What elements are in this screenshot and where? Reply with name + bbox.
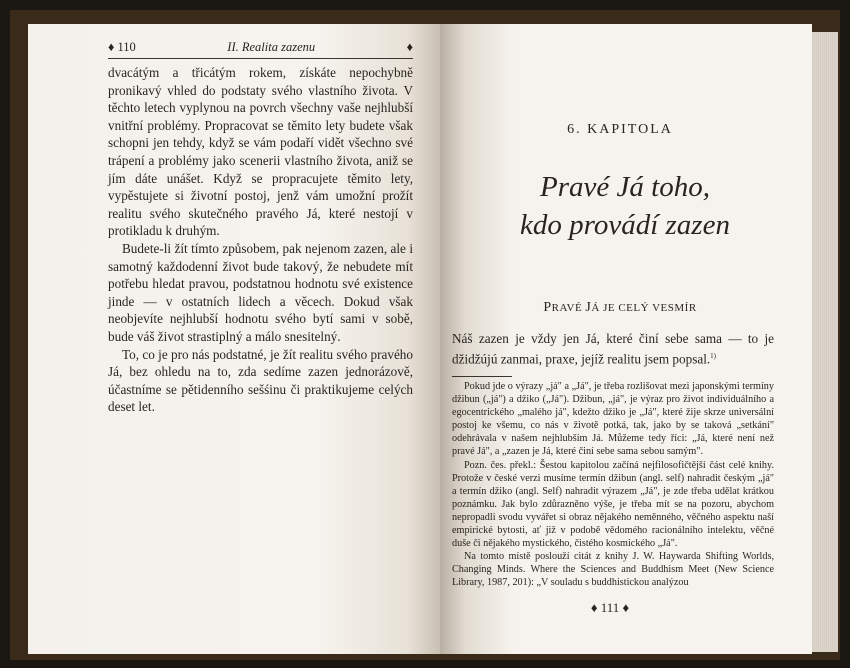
chapter-number: 6. KAPITOLA — [567, 122, 673, 137]
footnote-rule — [452, 376, 512, 377]
footnote-mark: 1) — [710, 351, 717, 360]
paragraph: To, co je pro nás podstatné, je žít realitu svého pravého Já, bez ohledu na to, zda sedíme zazen jednorázově, účastníme se pětidenního sešśinu či praktikujeme celých deset let. — [108, 346, 413, 415]
heading-cap: P — [543, 300, 552, 315]
running-head-rule — [108, 58, 413, 59]
heading-cap: J — [585, 300, 592, 315]
right-folio: ♦ 111 ♦ — [590, 600, 630, 615]
footnotes — [452, 380, 774, 590]
heading-small-caps: Á JE CELÝ VESMÍR — [591, 302, 697, 314]
running-head-mark: ♦ — [406, 40, 413, 54]
chapter-title-line: Pravé Já toho, — [540, 171, 710, 203]
left-folio: ♦ 110 — [108, 40, 136, 54]
paragraph: dvacátým a třicátým rokem, získáte nepochybně pronikavý vhled do podstaty svého vlastního života. V těchto letech vyplynou na povrch všechny vaše nejhlubší vnitřní problémy. Propracovat se těmito lety budete však schopni jen tehdy, když se vám podaří vidět všechno své trápení a problémy jako scenerii vlastního života, aniž se jím dáte unášet. Když se propracujete těmito lety, vypěstujete si životní postoj, jenž vám umožní prožít realitu svého skutečného pravého Já, které nestojí v protikladu k druhým. — [108, 65, 413, 239]
running-head-section: II. Realita zazenu — [227, 40, 316, 54]
intro-paragraph — [452, 330, 774, 368]
running-head — [108, 40, 413, 55]
section-heading — [470, 300, 770, 316]
chapter-title — [460, 168, 790, 244]
intro-text: Náš zazen je vždy jen Já, které činí sebe sama — to je džidžújú zanmai, praxe, jejíž realitu jsem popsal. — [452, 331, 774, 366]
footnote: Pozn. čes. překl.: Šestou kapitolou začíná nejfilosofičtější část celé knihy. Protože v české verzi musíme termín džibun (angl. self) nahradit českým „já" a termín džiko (angl. Self) nahradit výrazem „Já", je zde třeba udělat krátkou poznámku. Jak bylo zdůrazněno výše, je třeba mít se na pozoru, abychom nepropadli svodu vyvářet si obraz nějakého neměnného, věčného aspektu naší empirické bytosti, ať již v podobě vědomého racionálního intelektu, věčné duše či nějakého mystického, čistého kosmického „Já". — [452, 459, 774, 550]
chapter-title-line: kdo provádí zazen — [520, 209, 730, 241]
paragraph: Budete-li žít tímto způsobem, pak nejenom zazen, ale i samotný každodenní život bude takový, že nebudete mít potřebu hledat pravou, podstatnou hodnotu své existence jinde — v ostatních lidech a věcech. Dokud však neobjevíte nejhlubší hodnotu svého bytí sami v sobě, bude váš život strastiplný a málo snesitelný. — [108, 240, 413, 344]
footnote: Pokud jde o výrazy „já" a „Já", je třeba rozlišovat mezi japonskými termíny džibun („já") a džiko („Já"). Džibun, „já", je výraz pro život individuálního a egocentrického „malého já", kdežto džiko je „Já", které žije skrze universální postoj ke všemu, co nás v životě potká, tak, jako by se taková „setkání" odehrávala v našem nejhlubším Já. Můžeme tedy říci: „Já, které není než pravé Já", a „zazen je Já, které činí sebe sama sebou samým". — [452, 381, 774, 458]
page-edges — [812, 32, 838, 652]
heading-small-caps: RAVÉ — [551, 302, 586, 314]
left-body-text — [108, 64, 413, 416]
footnote: Na tomto místě poslouží citát z knihy J. W. Haywarda Shifting Worlds, Changing Minds. Where the Sciences and Buddhism Meet (New Science Library, 1987, 201): „V souladu s buddhistickou analýzou — [452, 551, 774, 589]
